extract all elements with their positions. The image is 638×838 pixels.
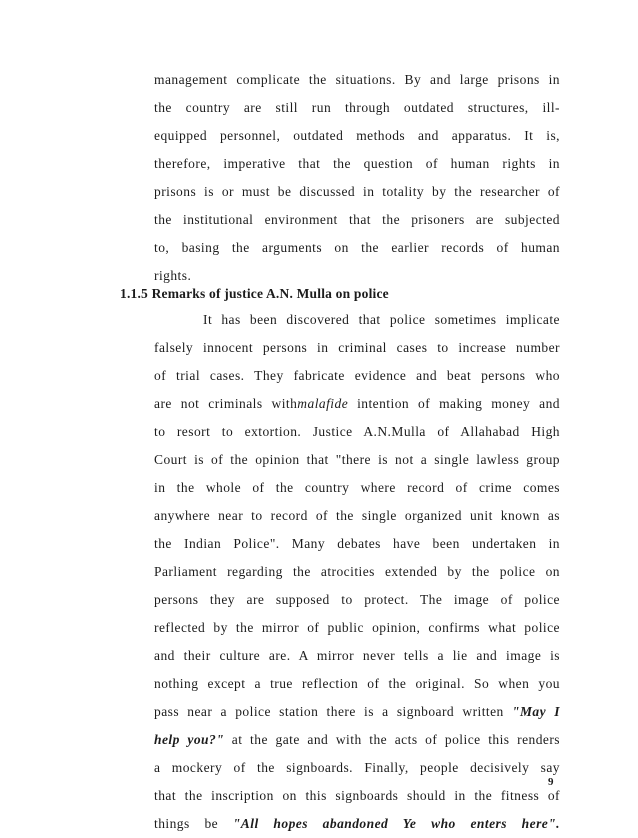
text-line: to, basing the arguments on the earlier records of human [154, 240, 560, 255]
text-line: Court is of the opinion that "there is not a single lawless group [154, 452, 560, 467]
text-line: falsely innocent persons in criminal cases to increase number [154, 340, 560, 355]
text-line: reflected by the mirror of public opinion, confirms what police [154, 620, 560, 635]
quoted-inscription: "All hopes abandoned Ye who enters here". [232, 816, 561, 831]
paragraph-prison-conditions [154, 66, 560, 290]
text-line: equipped personnel, outdated methods and apparatus. It is, [154, 128, 560, 143]
text-line: the Indian Police". Many debates have been undertaken in [154, 536, 560, 551]
quoted-signboard-text: "May I [512, 704, 560, 719]
text-line: Parliament regarding the atrocities extended by the police on [154, 564, 560, 579]
text-line: a mockery of the signboards. Finally, people decisively say [154, 760, 560, 775]
italic-term: malafide [297, 396, 349, 411]
text-line: to resort to extortion. Justice A.N.Mulla of Allahabad High [154, 424, 560, 439]
text-line: It has been discovered that police sometimes implicate [203, 312, 560, 327]
text-run: pass near a police station there is a signboard written [154, 704, 512, 719]
text-line: the institutional environment that the prisoners are subjected [154, 212, 560, 227]
text-line: nothing except a true reflection of the original. So when you [154, 676, 560, 691]
text-line: of trial cases. They fabricate evidence and beat persons who [154, 368, 560, 383]
text-line: anywhere near to record of the single organized unit known as [154, 508, 560, 523]
text-line: prisons is or must be discussed in totality by the researcher of [154, 184, 560, 199]
paragraph-police-remarks [154, 306, 560, 838]
text-line [154, 698, 560, 726]
text-run: intention of making money and [348, 396, 560, 411]
text-line: therefore, imperative that the question of human rights in [154, 156, 560, 171]
text-run: things be [154, 816, 233, 831]
text-run: at the gate and with the acts of police this renders [224, 732, 560, 747]
text-line [154, 726, 560, 754]
text-line: rights. [154, 268, 192, 283]
text-line [154, 390, 560, 418]
text-line: and their culture are. A mirror never tells a lie and image is [154, 648, 560, 663]
text-line [154, 810, 560, 838]
text-line: the country are still run through outdated structures, ill- [154, 100, 560, 115]
text-line: persons they are supposed to protect. The image of police [154, 592, 560, 607]
section-heading: 1.1.5 Remarks of justice A.N. Mulla on police [120, 286, 389, 301]
text-run: are not criminals with [154, 396, 298, 411]
quoted-signboard-text: help you?" [154, 732, 225, 747]
text-line: management complicate the situations. By and large prisons in [154, 72, 560, 87]
text-line: that the inscription on this signboards should in the fitness of [154, 788, 560, 803]
page-number: 9 [548, 776, 554, 788]
text-line: in the whole of the country where record of crime comes [154, 480, 560, 495]
